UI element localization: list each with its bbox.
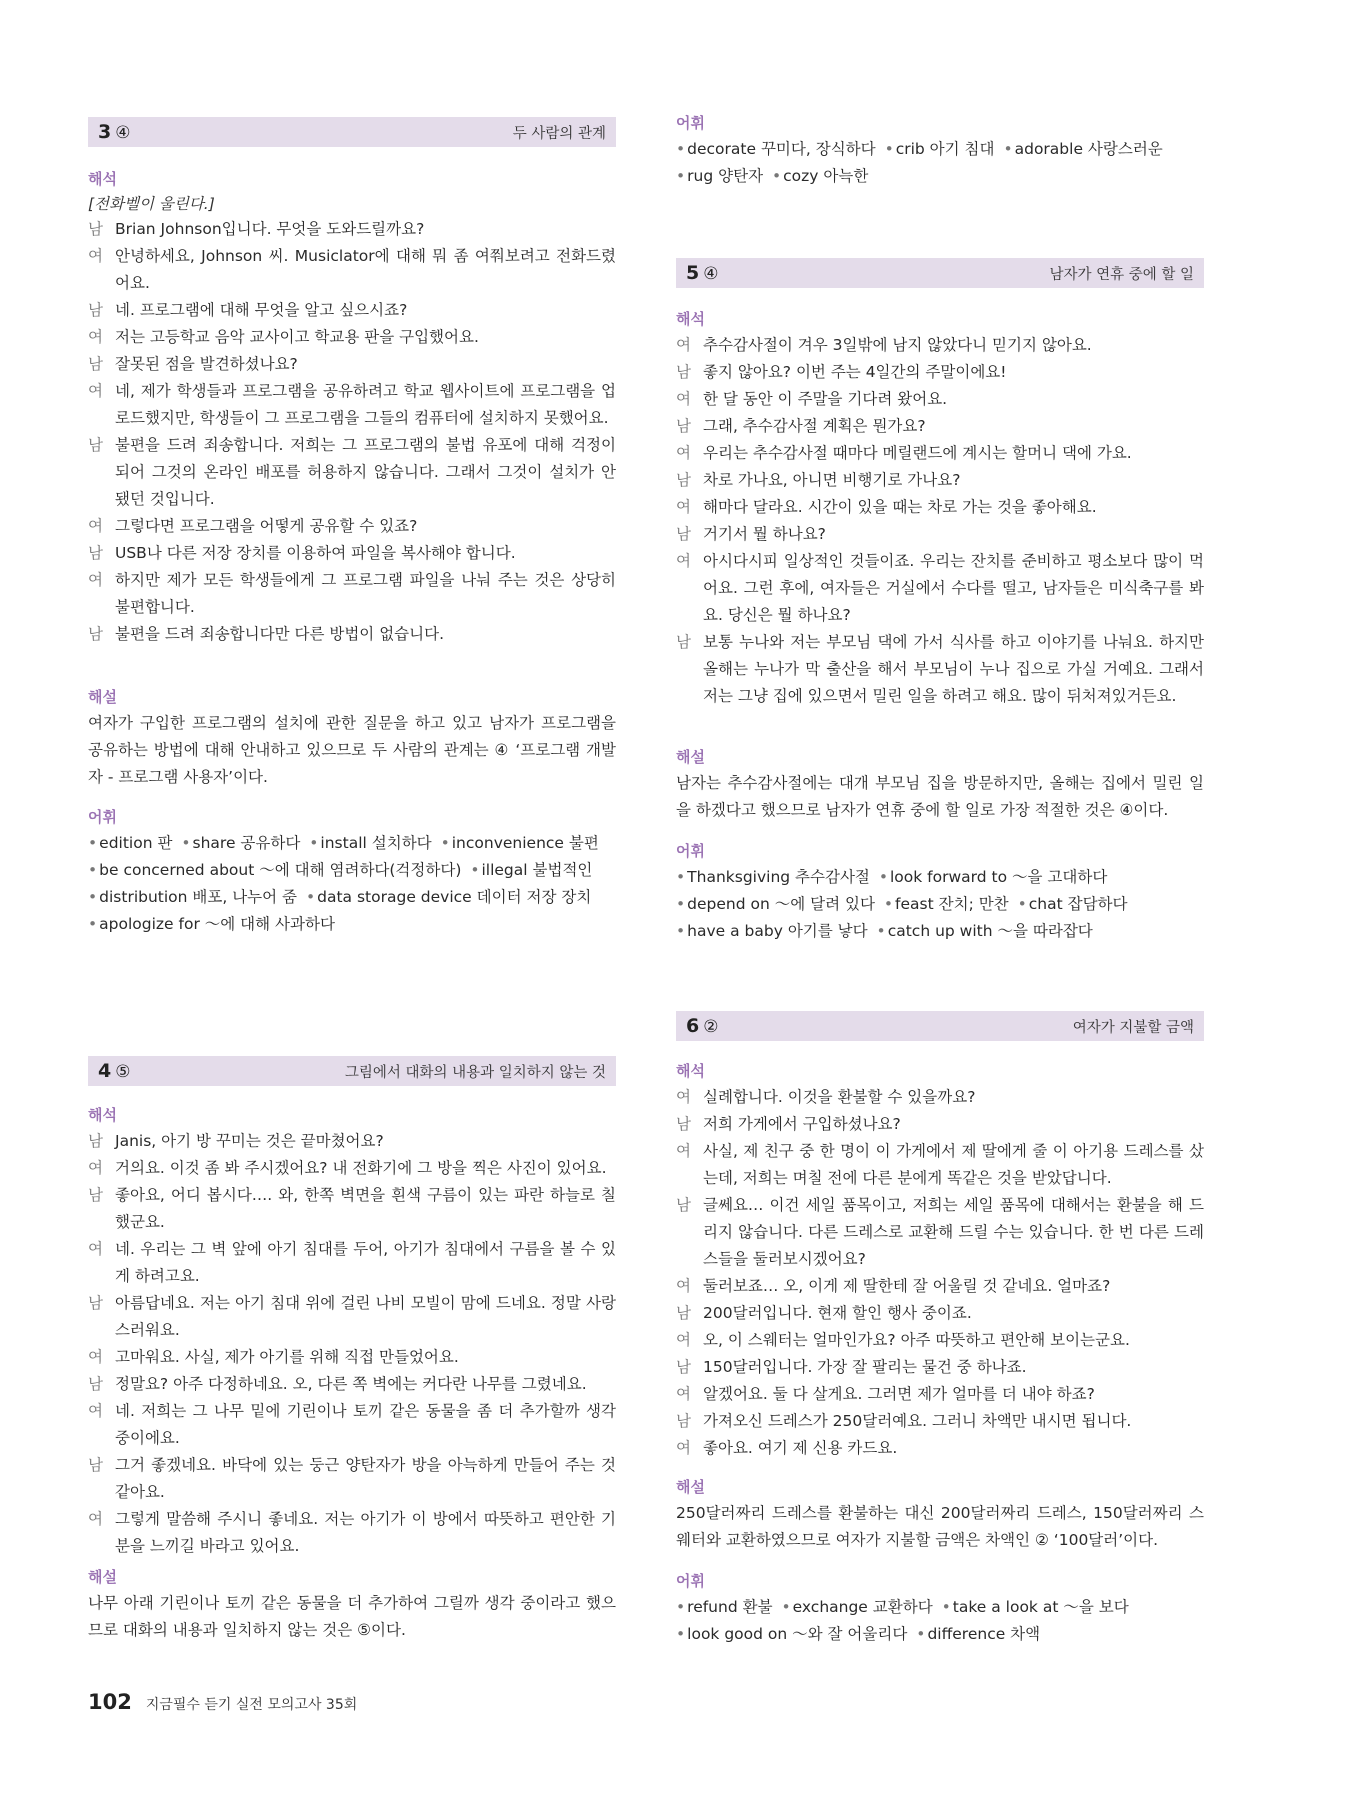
book-title: 지금필수 듣기 실전 모의고사 35회 [145,1697,358,1713]
dialogue-text: 200달러입니다. 현재 할인 행사 중이죠. [703,1304,972,1322]
bullet-icon: • [88,834,98,852]
vocab-item [88,915,335,933]
bullet-icon: • [941,1598,951,1616]
speaker-label: 남 [88,625,103,643]
dialogue-line [676,1435,1204,1462]
bullet-icon: • [1017,895,1027,913]
vocab-item [676,140,876,158]
dialogue-line [88,1128,616,1155]
vocab-text: data storage device 데이터 저장 장치 [317,888,592,906]
dialogue-text: 고마워요. 사실, 제가 아기를 위해 직접 만들었어요. [115,1348,459,1366]
speaker-label: 여 [88,382,103,400]
vocab-item [942,1598,1129,1616]
bullet-icon: • [676,167,686,185]
dialogue-line [88,1155,616,1182]
q4-header [88,1056,616,1086]
q5-number: 5 ④ [686,262,720,284]
q5-topic: 남자가 연휴 중에 할 일 [1049,266,1194,283]
dialogue-text: Janis, 아기 방 꾸미는 것은 끝마쳤어요? [115,1132,384,1150]
speaker-label: 남 [88,355,103,373]
dialogue-text: 아름답네요. 저는 아기 침대 위에 걸린 나비 모빌이 맘에 드네요. 정말 사랑스러워요. [115,1294,616,1339]
dialogue-line [676,413,1204,440]
q3-dialogue [88,216,616,648]
vocab-item [470,861,592,879]
dialogue-text: 추수감사절이 겨우 3일밖에 남지 않았다니 믿기지 않아요. [703,336,1092,354]
dialogue-line [676,1111,1204,1138]
vocab-item [877,922,1093,940]
bullet-icon: • [676,868,686,886]
speaker-label: 여 [88,1510,103,1528]
speaker-label: 여 [676,1142,691,1160]
q4-haeseol-label: 해설 [88,1568,117,1586]
speaker-label: 남 [88,220,103,238]
q3-number: 3 ④ [98,121,132,143]
speaker-label: 남 [88,544,103,562]
dialogue-text: 좋지 않아요? 이번 주는 4일간의 주말이에요! [703,363,1007,381]
vocab-text: cozy 아늑한 [783,167,869,185]
q6-vocab-label: 어휘 [676,1572,705,1590]
dialogue-line [676,332,1204,359]
dialogue-line [676,629,1204,710]
vocab-text: Thanksgiving 추수감사절 [687,868,870,886]
q3-vocab-label: 어휘 [88,808,117,826]
q5-haeseol-label: 해설 [676,748,705,766]
vocab-item [306,888,591,906]
dialogue-line [88,1506,616,1560]
q3-haeseol-label: 해설 [88,688,117,706]
vocab-text: look good on ～와 잘 어울리다 [687,1625,908,1643]
q6-haeseol: 250달러짜리 드레스를 환불하는 대신 200달러짜리 드레스, 150달러짜리 스웨터와 교환하였으므로 여자가 지불할 금액은 차액인 ② ‘100달러’이다. [676,1504,1204,1549]
speaker-label: 남 [88,1132,103,1150]
dialogue-line [88,297,616,324]
bullet-icon: • [181,834,191,852]
dialogue-text: 글쎄요… 이건 세일 품목이고, 저희는 세일 품목에 대해서는 환불을 해 드리지 않습니다. 다른 드레스로 교환해 드릴 수는 있습니다. 한 번 다른 드레스들을 둘러보시겠어요? [703,1196,1204,1268]
speaker-label: 남 [676,1358,691,1376]
dialogue-text: 정말요? 아주 다정하네요. 오, 다른 쪽 벽에는 커다란 나무를 그렸네요. [115,1375,587,1393]
speaker-label: 남 [676,1304,691,1322]
bullet-icon: • [876,922,886,940]
speaker-label: 여 [88,571,103,589]
vocab-text: crib 아기 침대 [895,140,995,158]
speaker-label: 남 [676,363,691,381]
bullet-icon: • [676,1598,686,1616]
speaker-label: 여 [88,328,103,346]
dialogue-text: 그거 좋겠네요. 바닥에 있는 둥근 양탄자가 방을 아늑하게 만들어 주는 것 같아요. [115,1456,616,1501]
dialogue-line [676,494,1204,521]
speaker-label: 여 [676,444,691,462]
bullet-icon: • [88,861,98,879]
dialogue-text: 거의요. 이것 좀 봐 주시겠어요? 내 전화기에 그 방을 찍은 사진이 있어요. [115,1159,607,1177]
q3-header [88,117,616,147]
vocab-item [676,167,763,185]
dialogue-text: 한 달 동안 이 주말을 기다려 왔어요. [703,390,948,408]
bullet-icon: • [305,888,316,906]
q4-number: 4 ⑤ [98,1060,132,1082]
speaker-label: 남 [88,1186,103,1204]
bullet-icon: • [676,922,686,940]
dialogue-line [88,1371,616,1398]
speaker-label: 여 [676,336,691,354]
q3-haeseok-label: 해석 [88,170,117,188]
speaker-label: 남 [676,633,691,651]
dialogue-text: 사실, 제 친구 중 한 명이 이 가게에서 제 딸에게 줄 이 아기용 드레스를 샀는데, 저희는 며칠 전에 다른 분에게 똑같은 것을 받았답니다. [703,1142,1204,1187]
dialogue-text: 그래, 추수감사절 계획은 뭔가요? [703,417,926,435]
page-number: 102 [88,1690,132,1714]
dialogue-line [88,1398,616,1452]
vocab-item [1018,895,1128,913]
bullet-icon: • [88,915,98,933]
vocab-item [441,834,599,852]
dialogue-text: 안녕하세요, Johnson 씨. Musiclator에 대해 뭐 좀 여쭤보려고 전화드렸어요. [115,247,616,292]
speaker-label: 여 [88,1240,103,1258]
q4-dialogue [88,1128,616,1560]
q6-haeseok-label: 해석 [676,1062,705,1080]
dialogue-text: 그렇게 말씀해 주시니 좋네요. 저는 아기가 이 방에서 따뜻하고 편안한 기분을 느끼길 바라고 있어요. [115,1510,616,1555]
vocab-item [88,888,297,906]
q3-vocab [88,830,616,938]
q3-topic: 두 사람의 관계 [512,125,606,142]
dialogue-line [676,1138,1204,1192]
speaker-label: 여 [676,552,691,570]
q5-dialogue [676,332,1204,710]
bullet-icon: • [1003,140,1013,158]
dialogue-line [676,467,1204,494]
dialogue-text: 네. 저희는 그 나무 밑에 기린이나 토끼 같은 동물을 좀 더 추가할까 생각 중이에요. [115,1402,616,1447]
dialogue-line [88,432,616,513]
dialogue-line [88,513,616,540]
vocab-text: rug 양탄자 [687,167,764,185]
speaker-label: 여 [676,1277,691,1295]
vocab-text: feast 잔치; 만찬 [895,895,1009,913]
q5-haeseol: 남자는 추수감사절에는 대개 부모님 집을 방문하지만, 올해는 집에서 밀린 일을 하겠다고 했으므로 남자가 연휴 중에 할 일로 가장 적절한 것은 ④이다. [676,774,1204,819]
vocab-item [676,895,875,913]
speaker-label: 남 [676,471,691,489]
speaker-label: 남 [676,1115,691,1133]
vocab-item [885,140,995,158]
speaker-label: 남 [88,436,103,454]
dialogue-line [88,1452,616,1506]
dialogue-line [88,378,616,432]
q4-haeseol: 나무 아래 기린이나 토끼 같은 동물을 더 추가하여 그릴까 생각 중이라고 했으므로 대화의 내용과 일치하지 않는 것은 ⑤이다. [88,1594,616,1639]
bullet-icon: • [883,895,894,913]
vocab-item [676,1625,907,1643]
dialogue-line [676,1273,1204,1300]
vocab-item [181,834,300,852]
speaker-label: 남 [88,301,103,319]
dialogue-line [676,1084,1204,1111]
bullet-icon: • [884,140,894,158]
q5-haeseok-label: 해석 [676,310,705,328]
vocab-text: adorable 사랑스러운 [1014,140,1163,158]
vocab-item [1003,140,1162,158]
dialogue-line [88,540,616,567]
dialogue-line [676,1300,1204,1327]
dialogue-text: 저는 고등학교 음악 교사이고 학교용 판을 구입했어요. [115,328,479,346]
speaker-label: 여 [676,498,691,516]
speaker-label: 여 [88,247,103,265]
q3-stage-direction: [전화벨이 울린다.] [88,195,215,213]
speaker-label: 여 [676,1331,691,1349]
vocab-item [309,834,431,852]
vocab-text: have a baby 아기를 낳다 [687,922,868,940]
vocab-item [676,1598,773,1616]
dialogue-text: 아시다시피 일상적인 것들이죠. 우리는 잔치를 준비하고 평소보다 많이 먹어요. 그런 후에, 여자들은 거실에서 수다를 떨고, 남자들은 미식축구를 봐요. 당신은 뭘 하나요? [703,552,1204,624]
dialogue-text: 우리는 추수감사절 때마다 메릴랜드에 계시는 할머니 댁에 가요. [703,444,1132,462]
dialogue-text: 해마다 달라요. 시간이 있을 때는 차로 가는 것을 좋아해요. [703,498,1097,516]
vocab-text: depend on ～에 달려 있다 [687,895,875,913]
dialogue-text: 오, 이 스웨터는 얼마인가요? 아주 따뜻하고 편안해 보이는군요. [703,1331,1130,1349]
bullet-icon: • [676,1625,686,1643]
speaker-label: 남 [88,1456,103,1474]
dialogue-line [676,440,1204,467]
dialogue-line [88,1290,616,1344]
q4-haeseok-label: 해석 [88,1106,117,1124]
dialogue-text: 네, 제가 학생들과 프로그램을 공유하려고 학교 웹사이트에 프로그램을 업로드했지만, 학생들이 그 프로그램을 그들의 컴퓨터에 설치하지 못했어요. [115,382,616,427]
vocab-text: edition 판 [99,834,173,852]
vocab-text: distribution 배포, 나누어 줌 [99,888,298,906]
dialogue-text: 보통 누나와 저는 부모님 댁에 가서 식사를 하고 이야기를 나눠요. 하지만 올해는 누나가 막 출산을 해서 부모님이 누나 집으로 가실 거예요. 그래서 저는 그냥 집에 있으면서 밀린 일을 하려고 해요. 많이 뒤처져있거든요. [703,633,1204,705]
dialogue-text: 좋아요. 여기 제 신용 카드요. [703,1439,898,1457]
q6-number: 6 ② [686,1015,720,1037]
dialogue-line [88,621,616,648]
vocab-item [772,167,868,185]
bullet-icon: • [771,167,782,185]
bullet-icon: • [781,1598,791,1616]
dialogue-line [676,359,1204,386]
dialogue-text: 잘못된 점을 발견하셨나요? [115,355,298,373]
q5-header [676,258,1204,288]
dialogue-line [676,386,1204,413]
bullet-icon: • [309,834,319,852]
bullet-icon: • [916,1625,926,1643]
speaker-label: 여 [676,1439,691,1457]
bullet-icon: • [470,861,480,879]
q6-header [676,1011,1204,1041]
dialogue-line [88,351,616,378]
dialogue-text: 하지만 제가 모든 학생들에게 그 프로그램 파일을 나눠 주는 것은 상당히 불편합니다. [115,571,616,616]
dialogue-line [676,1327,1204,1354]
vocab-text: be concerned about ～에 대해 염려하다(걱정하다) [99,861,462,879]
dialogue-text: 거기서 뭘 하나요? [703,525,826,543]
dialogue-line [676,521,1204,548]
dialogue-line [88,243,616,297]
dialogue-line [676,1381,1204,1408]
bullet-icon: • [676,140,686,158]
page-footer [88,1690,357,1714]
dialogue-text: 좋아요, 어디 봅시다…. 와, 한쪽 벽면을 흰색 구름이 있는 파란 하늘로 칠했군요. [115,1186,616,1231]
dialogue-line [676,548,1204,629]
speaker-label: 남 [676,525,691,543]
dialogue-text: 가져오신 드레스가 250달러예요. 그러니 차액만 내시면 됩니다. [703,1412,1132,1430]
q6-haeseol-label: 해설 [676,1478,705,1496]
speaker-label: 여 [88,1402,103,1420]
vocab-text: share 공유하다 [192,834,301,852]
vocab-item [916,1625,1040,1643]
bullet-icon: • [676,895,686,913]
dialogue-line [88,1236,616,1290]
dialogue-line [676,1192,1204,1273]
speaker-label: 여 [88,1159,103,1177]
dialogue-line [676,1354,1204,1381]
speaker-label: 여 [676,390,691,408]
dialogue-text: 알겠어요. 둘 다 살게요. 그러면 제가 얼마를 더 내야 하죠? [703,1385,1095,1403]
dialogue-text: 저희 가게에서 구입하셨나요? [703,1115,901,1133]
q4-vocab [676,136,1204,190]
speaker-label: 남 [676,417,691,435]
dialogue-line [88,324,616,351]
speaker-label: 여 [676,1385,691,1403]
vocab-item [879,868,1107,886]
vocab-text: install 설치하다 [320,834,432,852]
speaker-label: 남 [676,1196,691,1214]
vocab-text: inconvenience 불편 [451,834,599,852]
q3-haeseol: 여자가 구입한 프로그램의 설치에 관한 질문을 하고 있고 남자가 프로그램을 공유하는 방법에 대해 안내하고 있으므로 두 사람의 관계는 ④ ‘프로그램 개발자 - 프로그램 사용자’이다. [88,714,616,786]
q6-vocab [676,1594,1204,1648]
vocab-text: exchange 교환하다 [792,1598,933,1616]
vocab-text: look forward to ～을 고대하다 [890,868,1108,886]
speaker-label: 여 [676,1088,691,1106]
vocab-text: take a look at ～을 보다 [952,1598,1129,1616]
bullet-icon: • [88,888,98,906]
q4-topic: 그림에서 대화의 내용과 일치하지 않는 것 [344,1064,606,1081]
dialogue-text: 그렇다면 프로그램을 어떻게 공유할 수 있죠? [115,517,418,535]
bullet-icon: • [440,834,450,852]
q6-topic: 여자가 지불할 금액 [1072,1019,1194,1036]
dialogue-text: 150달러입니다. 가장 잘 팔리는 물건 중 하나죠. [703,1358,1027,1376]
vocab-text: refund 환불 [687,1598,773,1616]
vocab-item [676,922,868,940]
speaker-label: 여 [88,517,103,535]
dialogue-text: Brian Johnson입니다. 무엇을 도와드릴까요? [115,220,425,238]
vocab-text: decorate 꾸미다, 장식하다 [687,140,876,158]
vocab-item [88,834,172,852]
vocab-item [88,861,461,879]
vocab-text: difference 차액 [927,1625,1041,1643]
speaker-label: 남 [88,1375,103,1393]
dialogue-line [676,1408,1204,1435]
dialogue-text: 차로 가나요, 아니면 비행기로 가나요? [703,471,961,489]
speaker-label: 남 [676,1412,691,1430]
bullet-icon: • [878,868,888,886]
vocab-text: illegal 불법적인 [481,861,593,879]
vocab-text: apologize for ～에 대해 사과하다 [99,915,335,933]
q4-vocab-label: 어휘 [676,114,705,132]
vocab-text: catch up with ～을 따라잡다 [887,922,1093,940]
speaker-label: 여 [88,1348,103,1366]
dialogue-text: 네. 우리는 그 벽 앞에 아기 침대를 두어, 아기가 침대에서 구름을 볼 수 있게 하려고요. [115,1240,616,1285]
dialogue-text: 둘러보죠… 오, 이게 제 딸한테 잘 어울릴 것 같네요. 얼마죠? [703,1277,1111,1295]
dialogue-text: 실례합니다. 이것을 환불할 수 있을까요? [703,1088,976,1106]
dialogue-line [88,1182,616,1236]
q6-dialogue [676,1084,1204,1462]
q5-vocab [676,864,1204,945]
dialogue-line [88,216,616,243]
dialogue-text: 불편을 드려 죄송합니다만 다른 방법이 없습니다. [115,625,445,643]
vocab-item [676,868,870,886]
vocab-text: chat 잡담하다 [1028,895,1128,913]
dialogue-text: 네. 프로그램에 대해 무엇을 알고 싶으시죠? [115,301,408,319]
dialogue-line [88,567,616,621]
dialogue-text: 불편을 드려 죄송합니다. 저희는 그 프로그램의 불법 유포에 대해 걱정이 되어 그것의 온라인 배포를 허용하지 않습니다. 그래서 그것이 설치가 안 됐던 것입니다. [115,436,616,508]
dialogue-text: USB나 다른 저장 장치를 이용하여 파일을 복사해야 합니다. [115,544,516,562]
vocab-item [884,895,1009,913]
vocab-item [781,1598,932,1616]
q5-vocab-label: 어휘 [676,842,705,860]
speaker-label: 남 [88,1294,103,1312]
dialogue-line [88,1344,616,1371]
